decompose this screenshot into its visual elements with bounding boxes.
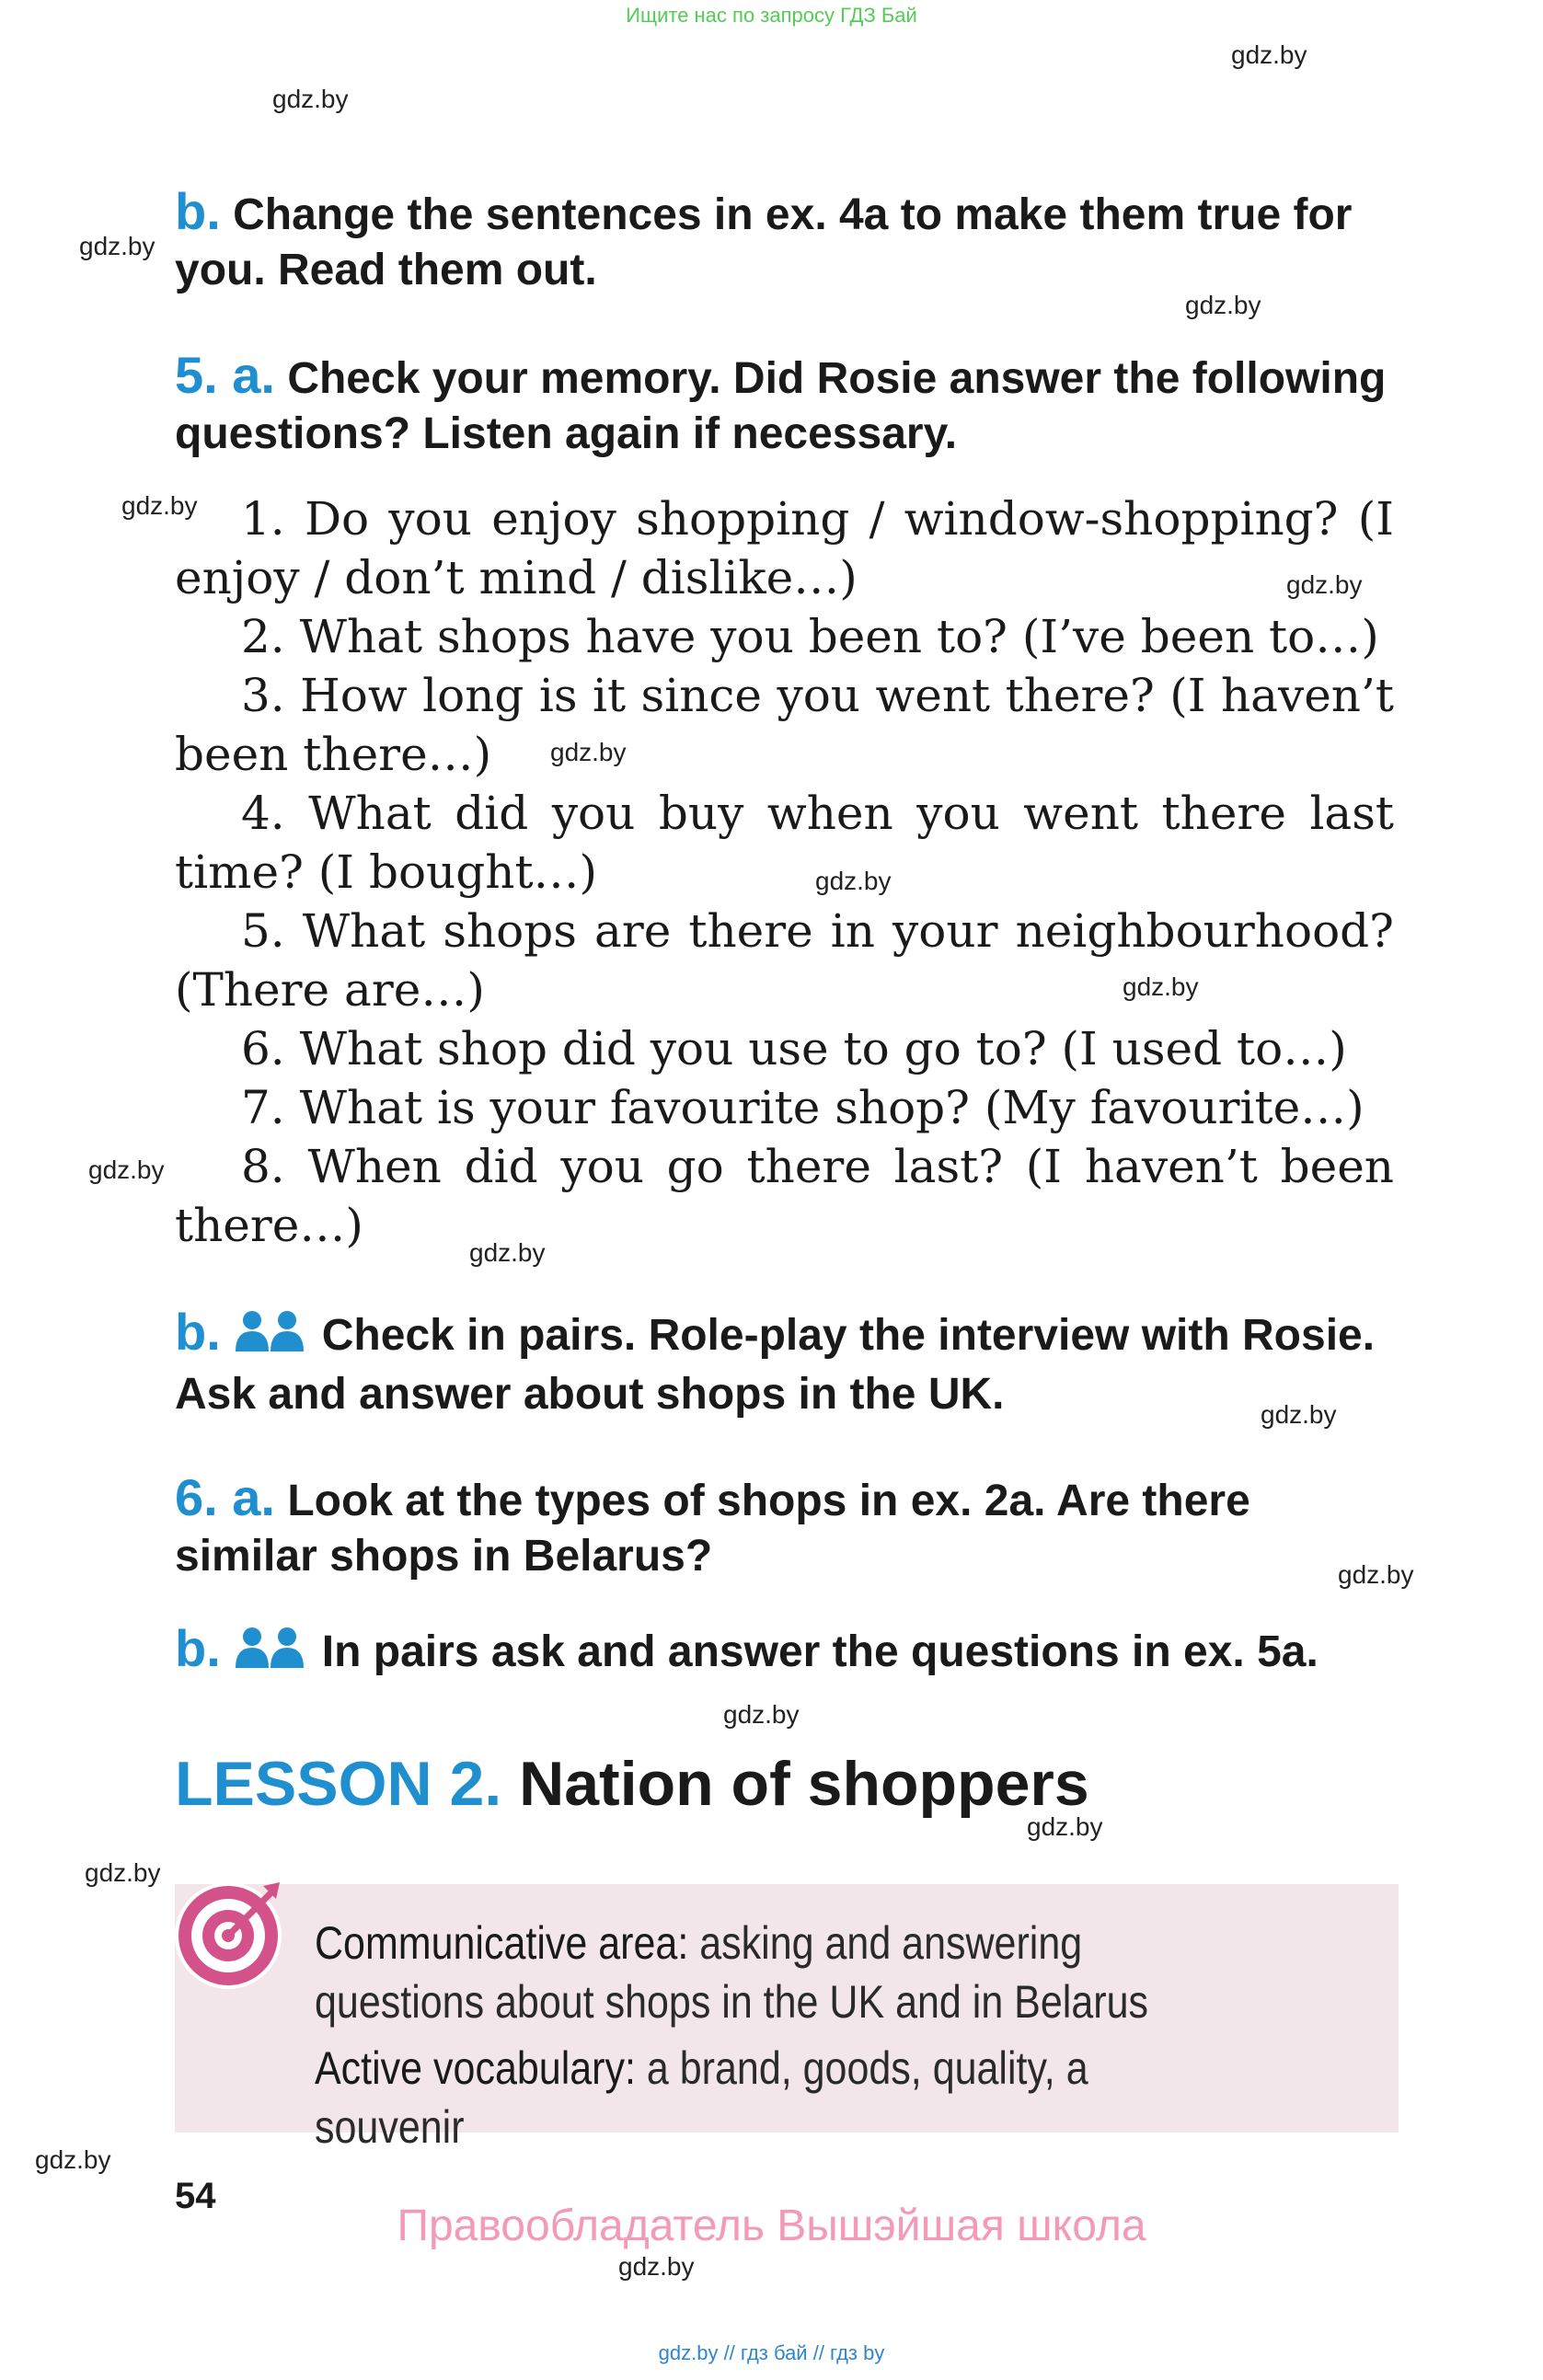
pair-work-icon: [234, 1309, 307, 1367]
task-6b: [175, 1621, 1394, 1684]
top-banner[interactable]: Ищите нас по запросу ГДЗ Бай: [626, 4, 917, 27]
page-number: 54: [175, 2176, 216, 2216]
watermark: gdz.by: [469, 1238, 546, 1267]
watermark: gdz.by: [1286, 570, 1363, 599]
communicative-area-label: Communicative area:: [315, 1917, 689, 1969]
watermark: gdz.by: [1261, 1400, 1337, 1429]
task-5a: [175, 348, 1394, 462]
watermark: gdz.by: [35, 2145, 111, 2174]
list-item: 3. How long is it since you went there? (I haven’t been there…): [175, 669, 1394, 781]
task-letter: b.: [175, 1303, 221, 1361]
task-number: 6. a.: [175, 1468, 275, 1526]
task-instruction: In pairs ask and answer the questions in ex. 5a.: [321, 1627, 1318, 1676]
copyright-holder: Правообладатель Вышэйшая школа: [397, 2202, 1146, 2250]
task-letter: b.: [175, 1619, 221, 1677]
communicative-area-text: asking and answering questions about shops in the UK and in Belarus: [315, 1917, 1148, 2028]
watermark: gdz.by: [1231, 40, 1307, 69]
list-item: 4. What did you buy when you went there last time? (I bought…): [175, 787, 1394, 899]
list-item: 2. What shops have you been to? (I’ve been to…): [241, 610, 1379, 663]
watermark: gdz.by: [550, 738, 627, 766]
watermark: gdz.by: [79, 232, 155, 260]
list-item: 6. What shop did you use to go to? (I used to…): [241, 1022, 1347, 1075]
watermark: gdz.by: [88, 1156, 165, 1184]
watermark: gdz.by: [121, 491, 198, 520]
active-vocabulary-label: Active vocabulary:: [315, 2042, 636, 2094]
watermark: gdz.by: [815, 867, 892, 895]
task-4b: [175, 184, 1394, 298]
task-letter: b.: [175, 182, 221, 240]
watermark: gdz.by: [1338, 1560, 1414, 1589]
task-instruction: Look at the types of shops in ex. 2a. Are there similar shops in Belarus?: [175, 1477, 1250, 1581]
lesson-title: Nation of shoppers: [519, 1749, 1089, 1819]
pair-work-icon: [234, 1626, 307, 1684]
task-6a: [175, 1470, 1394, 1584]
task-instruction: Check your memory. Did Rosie answer the following questions? Listen again if necessary.: [175, 354, 1387, 458]
list-item: 5. What shops are there in your neighbourhood? (There are…): [175, 904, 1394, 1017]
communicative-area: [315, 1914, 1233, 2031]
active-vocabulary: [315, 2039, 1233, 2156]
task-5b: [175, 1305, 1394, 1422]
watermark: gdz.by: [85, 1858, 161, 1887]
list-item: 1. Do you enjoy shopping / window-shopping? (I enjoy / don’t mind / dislike…): [175, 492, 1394, 604]
watermark: gdz.by: [618, 2252, 695, 2281]
task-instruction: Change the sentences in ex. 4a to make them true for you. Read them out.: [175, 190, 1353, 294]
lesson-heading: [175, 1748, 1089, 1820]
lesson-goals: [315, 1914, 1233, 2156]
question-list: [175, 489, 1394, 1255]
lesson-code: LESSON 2.: [175, 1749, 502, 1819]
list-item: 8. When did you go there last? (I haven’t been there…): [175, 1140, 1394, 1252]
watermark: gdz.by: [723, 1700, 800, 1729]
watermark: gdz.by: [1185, 291, 1261, 319]
watermark: gdz.by: [1123, 972, 1199, 1001]
target-icon: [171, 1873, 291, 1997]
task-number: 5. a.: [175, 346, 275, 404]
watermark: gdz.by: [1027, 1812, 1103, 1841]
task-instruction: Check in pairs. Role-play the interview with Rosie. Ask and answer about shops in the UK.: [175, 1311, 1376, 1419]
active-vocabulary-text: a brand, goods, quality, a souvenir: [315, 2042, 1088, 2153]
list-item: 7. What is your favourite shop? (My favourite…): [241, 1081, 1365, 1134]
watermark: gdz.by: [272, 85, 349, 113]
footer-links[interactable]: gdz.by // гдз бай // гдз by: [658, 2341, 885, 2364]
